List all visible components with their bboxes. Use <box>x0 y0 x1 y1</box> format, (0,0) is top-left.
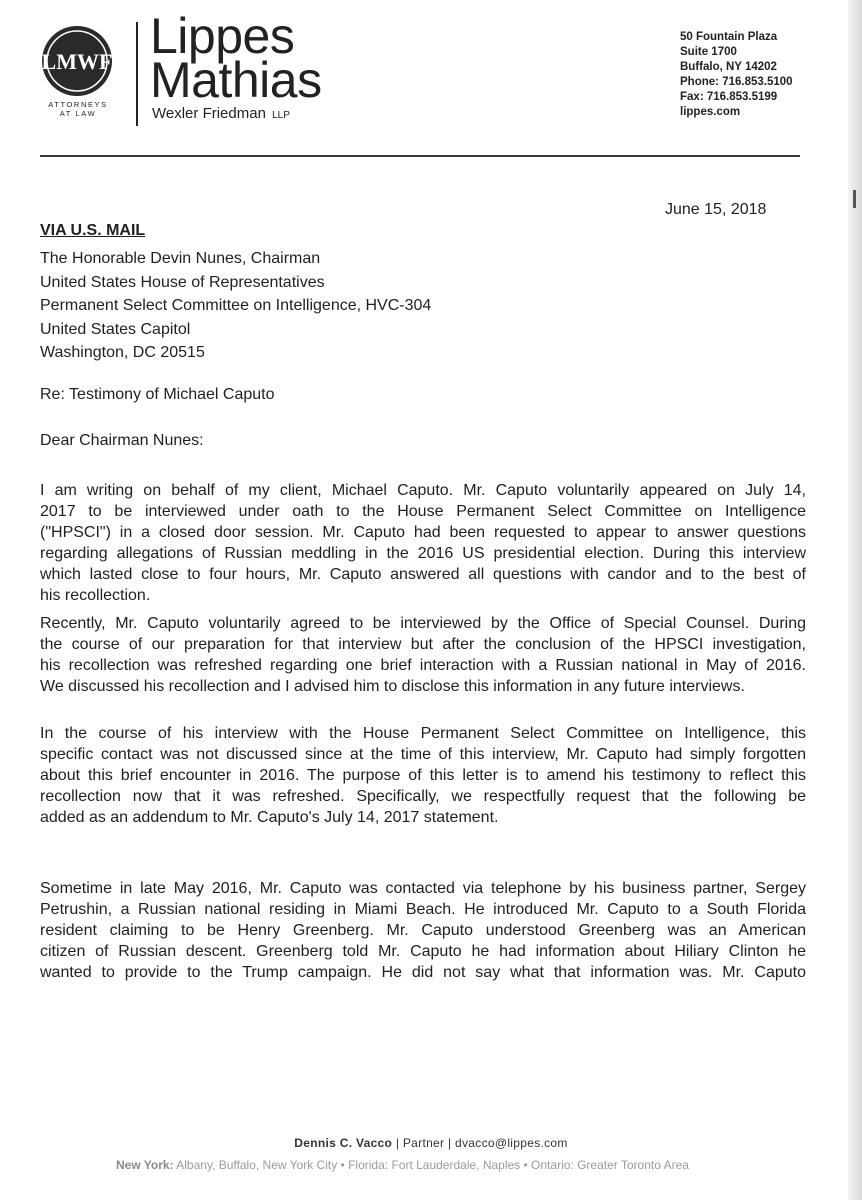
recipient-line: Washington, DC 20515 <box>40 344 205 361</box>
paragraph-line: his recollection. <box>40 587 151 604</box>
paragraph-3 <box>40 723 806 828</box>
offices-label: New York: <box>116 1158 174 1172</box>
recipient-line: United States House of Representatives <box>40 273 325 291</box>
subject-line: Re: Testimony of Michael Caputo <box>40 386 275 403</box>
firm-name-mathias: Mathias <box>150 52 322 108</box>
paragraph-line: regarding allegations of Russian meddling in the 2016 US presidential election. During this interview <box>40 545 806 562</box>
fax-line <box>680 90 793 105</box>
paragraph-1 <box>40 480 806 606</box>
paragraph-line: which lasted close to four hours, Mr. Caputo answered all questions with candor and to the best of <box>40 566 806 583</box>
phone-number: 716.853.5100 <box>722 76 793 88</box>
page-edge-shadow <box>848 0 862 1200</box>
letter-date: June 15, 2018 <box>665 201 767 218</box>
recipient-address <box>40 247 431 365</box>
footer-name: Dennis C. Vacco <box>294 1136 393 1150</box>
footer-offices-line <box>116 1158 689 1172</box>
recipient-line: Permanent Select Committee on Intelligence, HVC-304 <box>40 297 432 314</box>
footer-email-link[interactable]: dvacco@lippes.com <box>455 1136 568 1150</box>
paragraph-line: recollection now that it was refreshed. Specifically, we respectfully request that the following be <box>40 788 806 805</box>
letterhead-divider <box>136 22 138 126</box>
paragraph-line: Recently, Mr. Caputo voluntarily agreed to be interviewed by the Office of Special Counsel. During <box>40 615 806 632</box>
phone-line <box>680 75 793 90</box>
offices-list: Albany, Buffalo, New York City • Florida: Fort Lauderdale, Naples • Ontario: Greater Toronto Area <box>176 1158 689 1172</box>
address-line-3: Buffalo, NY 14202 <box>680 61 777 73</box>
paragraph-4 <box>40 878 806 983</box>
paragraph-line: I am writing on behalf of my client, Michael Caputo. Mr. Caputo voluntarily appeared on July 14, <box>40 482 806 499</box>
paragraph-line: his recollection was refreshed regarding one brief interaction with a Russian national in May of 2016. <box>40 657 806 674</box>
firm-name-line3: Wexler Friedman <box>152 105 266 122</box>
at-law-line: AT LAW <box>59 109 97 118</box>
paragraph-line: citizen of Russian descent. Greenberg told Mr. Caputo he had information about Hiliary Clinton he <box>40 943 806 960</box>
fax-label: Fax: <box>680 91 704 103</box>
delivery-method: VIA U.S. MAIL <box>40 222 146 239</box>
footer-signature-line <box>0 1136 862 1150</box>
address-line-2: Suite 1700 <box>680 46 737 58</box>
paragraph-line: Petrushin, a Russian national residing in Miami Beach. He introduced Mr. Caputo to a South Florida <box>40 901 806 918</box>
page-edge-mark <box>853 190 856 208</box>
footer-title: Partner <box>402 1136 445 1150</box>
paragraph-line: added as an addendum to Mr. Caputo's July 14, 2017 statement. <box>40 809 499 826</box>
paragraph-line: In the course of his interview with the House Permanent Select Committee on Intelligence, this <box>40 725 806 742</box>
footer-separator: | <box>447 1136 456 1150</box>
recipient-line: The Honorable Devin Nunes, Chairman <box>40 250 321 267</box>
website-link[interactable]: lippes.com <box>680 106 741 118</box>
phone-label: Phone: <box>680 76 719 88</box>
salutation: Dear Chairman Nunes: <box>40 432 204 449</box>
attorneys-at-law-caption <box>36 100 120 118</box>
seal-monogram: LMWF <box>41 49 113 74</box>
paragraph-line: 2017 to be interviewed under oath to the House Permanent Select Committee on Intelligence <box>40 503 806 520</box>
paragraph-2 <box>40 613 806 697</box>
firm-suffix: LLP <box>272 110 290 121</box>
footer-separator: | <box>395 1136 403 1150</box>
letterhead-rule <box>40 155 800 157</box>
paragraph-line: about this brief encounter in 2016. The purpose of this letter is to amend his testimony to reflect this <box>40 767 806 784</box>
fax-number: 716.853.5199 <box>706 91 778 103</box>
paragraph-line: Sometime in late May 2016, Mr. Caputo was contacted via telephone by his business partner, Sergey <box>40 880 806 897</box>
firm-name-lippes: Lippes <box>150 8 295 64</box>
firm-name-wexler-friedman <box>152 105 290 122</box>
attorneys-line: ATTORNEYS <box>48 100 108 109</box>
firm-seal-logo <box>40 24 114 98</box>
paragraph-line: ("HPSCI") in a closed door session. Mr. Caputo had been requested to appear to answer questions <box>40 524 806 541</box>
paragraph-line: specific contact was not discussed since at the time of this interview, Mr. Caputo had simply forgotten <box>40 746 806 763</box>
paragraph-line: wanted to provide to the Trump campaign. He did not say what that information was. Mr. Caputo <box>40 964 806 981</box>
firm-address-block <box>680 30 793 120</box>
address-line-1: 50 Fountain Plaza <box>680 31 778 43</box>
paragraph-line: the course of our preparation for that interview but after the conclusion of the HPSCI investigation, <box>40 636 806 653</box>
paragraph-line: We discussed his recollection and I advised him to disclose this information in any future interviews. <box>40 678 745 695</box>
paragraph-line: resident claiming to be Henry Greenberg. Mr. Caputo understood Greenberg was an American <box>40 922 806 939</box>
recipient-line: United States Capitol <box>40 320 191 338</box>
